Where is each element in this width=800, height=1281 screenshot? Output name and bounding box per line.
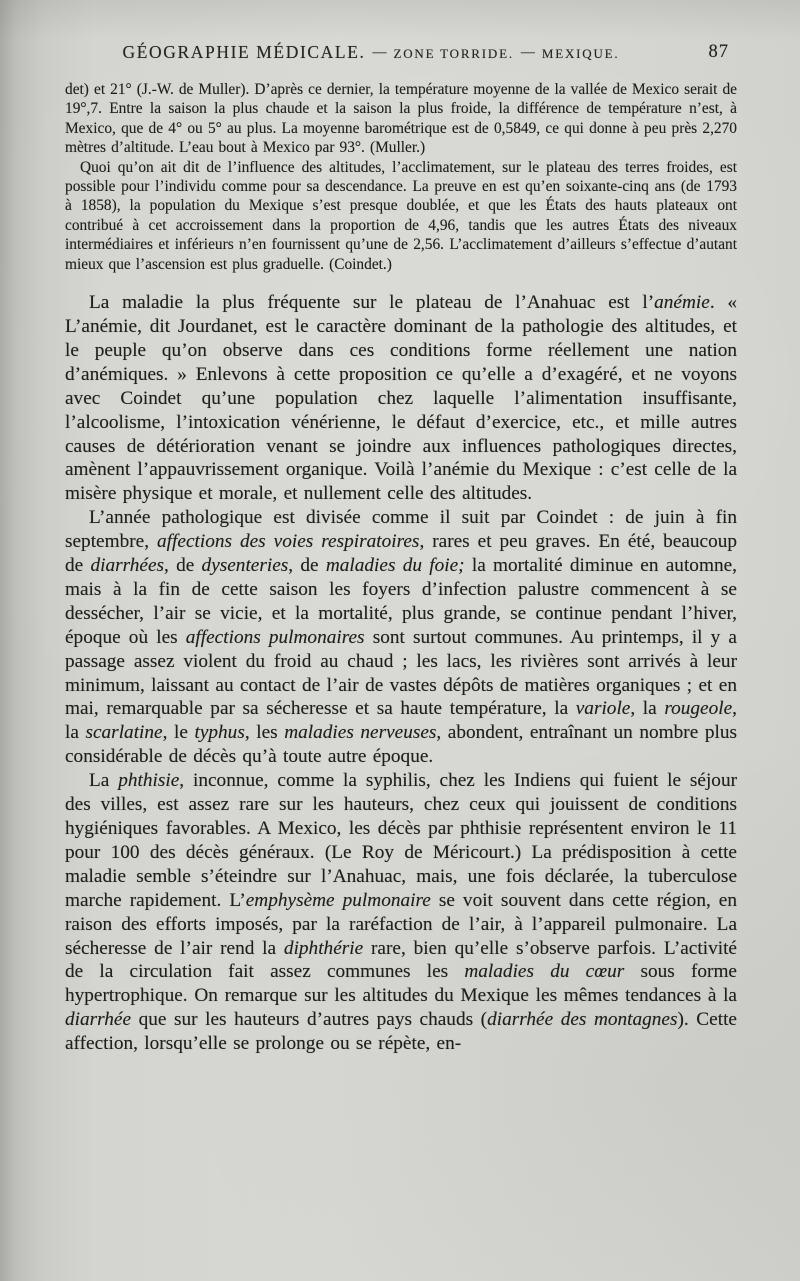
text-run: sous forme hypertrophique. On remarque sur les altitudes du Mexique les mêmes tendances à la [65, 961, 737, 1007]
text-run: , de [164, 555, 202, 577]
italic-text-run: emphysème pulmonaire [245, 889, 431, 911]
text-run: , la [65, 698, 737, 744]
header-section: ZONE TORRIDE. [393, 46, 514, 61]
italic-text-run: scarlatine [85, 722, 163, 744]
italic-text-run: maladies du cœur [464, 961, 625, 983]
text-column [65, 42, 737, 1056]
text-run: que sur les hauteurs d’autres pays chauds ( [131, 1009, 488, 1031]
text-run: det) et 21° (J.-W. de Muller). D’après ce dernier, la température moyenne de la vallée de Mexico serait de 19°,7. Entre la saison la plus chaude et la saison la plus froide, la différence de température n’est, à Mexico, que de 4° ou 5° au plus. La moyenne barométrique est de 0,5849, ce qui donne à peu près 2,270 mètres d’altitude. L’eau bout à Mexico par 93°. (Muller.) [65, 81, 737, 157]
italic-text-run: diarrhées [90, 555, 165, 577]
text-run: , le [162, 722, 195, 744]
main-text-block [65, 291, 737, 1056]
italic-text-run: diphthérie [283, 937, 364, 959]
paragraph [65, 769, 737, 1056]
italic-text-run: diarrhée [65, 1009, 132, 1031]
text-run: , la [630, 698, 665, 720]
italic-text-run: variole [575, 698, 631, 720]
text-run: La maladie la plus fréquente sur le plateau de l’Anahuac est l’ [89, 292, 655, 314]
text-run: . « L’anémie, dit Jourdanet, est le caractère dominant de la pathologie des altitudes, et le peuple qu’on observe dans ces conditions forme réellement une nation d’anémiques. » Enlevons à cette proposition ce qu’elle a d’exagéré, et ne voyons avec Coindet qu’une population chez laquelle l’alimentation insuffisante, l’alcoolisme, l’intoxication vénérienne, le défaut d’exercice, etc., et mille autres causes de détérioration venant se joindre aux influences pathologiques directes, amènent l’appauvrissement organique. Voilà l’anémie du Mexique : c’est celle de la misère physique et morale, et nullement celle des altitudes. [65, 292, 738, 505]
text-run: L’année pathologique est divisée comme il suit par Coindet : de juin à fin septembre, [65, 507, 737, 553]
text-run: La [89, 770, 119, 792]
italic-text-run: phthisie [118, 770, 180, 792]
paragraph [65, 80, 737, 158]
page-number: 87 [708, 42, 729, 62]
text-run: , de [288, 555, 326, 577]
text-run: rare, bien qu’elle s’observe parfois. L’activité de la circulation fait assez communes les [65, 937, 737, 983]
text-run: , abondent, entraînant un nombre plus considérable de décès qu’à toute autre époque. [65, 722, 737, 768]
text-run: Quoi qu’on ait dit de l’influence des altitudes, l’acclimatement, sur le plateau des terres froides, est possible pour l’individu comme pour sa descendance. La preuve en est qu’en soixante-cinq ans (de 1793 à 1858), la population du Mexique s’est presque doublée, et que les États des hauts plateaux ont contribué à cet accroissement dans la proportion de 4,96, tandis que les autres États des niveaux intermédiaires et inférieurs n’en fournissent qu’une de 2,56. L’acclimatement d’ailleurs s’effectue d’autant mieux que l’ascension est plus graduelle. (Coindet.) [65, 158, 737, 273]
text-run: , inconnue, comme la syphilis, chez les Indiens qui fuient le séjour des villes, est assez rare sur les hauteurs, chez ceux qui jouissent de conditions hygiéniques favorables. A Mexico, les décès par phthisie représentent environ le 11 pour 100 des décès généraux. (Le Roy de Méricourt.) La prédisposition à cette maladie semble s’éteindre sur l’Anahuac, mais, une fois déclarée, la tuberculose marche rapidement. L’ [65, 770, 738, 911]
text-run: , rares et peu graves. En été, beaucoup de [65, 531, 737, 577]
text-run: sont surtout communes. Au printemps, il y a passage assez violent du froid au chaud ; les lacs, les rivières sont arrivés à leur minimum, laissant au contact de l’air de vastes dépôts de matières organiques ; et en mai, remarquable par sa sécheresse et sa haute température, la [65, 626, 737, 720]
italic-text-run: dysenteries [201, 555, 289, 577]
header-subsection: MEXIQUE. [541, 46, 620, 61]
text-run: ). Cette affection, lorsqu’elle se prolonge ou se répète, en- [65, 1009, 737, 1055]
text-run: la mortalité diminue en automne, mais à la fin de cette saison les foyers d’infection palustre commencent à se dessécher, l’air se vicie, et la mortalité, plus grande, se continue pendant l’hiver, époque où les [65, 555, 737, 648]
italic-text-run: diarrhée des montagnes [487, 1009, 678, 1031]
italic-text-run: affections pulmonaires [185, 626, 365, 648]
italic-text-run: rougeole [664, 698, 733, 720]
italic-text-run: maladies du foie; [325, 555, 465, 577]
italic-text-run: typhus [194, 722, 245, 744]
text-run: , les [244, 722, 285, 744]
header-dash: — [372, 45, 387, 60]
italic-text-run: anémie [654, 292, 710, 314]
paragraph [65, 291, 737, 506]
paragraph [65, 158, 737, 274]
italic-text-run: affections des voies respiratoires [157, 531, 420, 553]
header-dash: — [520, 45, 535, 60]
header-title: GÉOGRAPHIE MÉDICALE. [122, 42, 366, 62]
italic-text-run: maladies nerveuses [284, 722, 437, 744]
paragraph [65, 506, 737, 769]
running-header [65, 42, 737, 68]
text-run: se voit souvent dans cette région, en raison des efforts imposés, par la raréfaction de l’air, à l’appareil pulmonaire. La sécheresse de l’air rend la [65, 889, 737, 959]
small-print-block [65, 80, 737, 274]
